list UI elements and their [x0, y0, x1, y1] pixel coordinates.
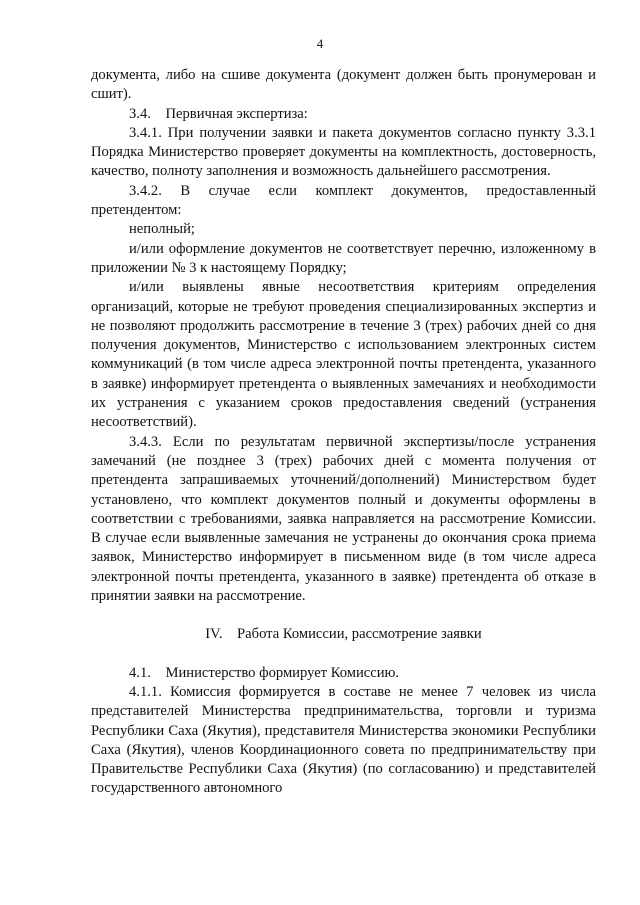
list-item-docs-mismatch: и/или оформление документов не соответствует перечню, изложенному в приложении № 3 к настоящему Порядку;: [91, 240, 596, 276]
clause-3-4: 3.4. Первичная экспертиза:: [129, 105, 308, 122]
clause-4-1-1: 4.1.1. Комиссия формируется в составе не менее 7 человек из числа представителей Министерства предпринимательства, торговли и туризма Республики Саха (Якутия), представителя Министерства экономики Республики Саха (Якутия), членов Координационного совета по предпринимательству при Правительстве Республики Саха (Якутия) (по согласованию) и представителей государственного автономного: [91, 683, 596, 797]
paragraph-continuation: документа, либо на сшиве документа (документ должен быть пронумерован и сшит).: [91, 67, 596, 103]
clause-3-4-1: 3.4.1. При получении заявки и пакета документов согласно пункту 3.3.1 Порядка Министерство проверяет документы на комплектность, достоверность, качество, полноту заполнения и возможность дальнейшего рассмотрения.: [91, 124, 596, 180]
page-number: 4: [316, 36, 324, 51]
clause-3-4-3: 3.4.3. Если по результатам первичной экспертизы/после устранения замечаний (не позднее 3 (трех) рабочих дней с момента получения от претендента запрашиваемых уточнений/дополнений) Министерством будет установлено, что комплект документов полный и документы оформлены в соответствии с требованиями, заявка направляется на рассмотрение Комиссии. В случае если выявленные замечания не устранены до окончания срока приема заявок, Министерство информирует в письменном виде (в том числе адреса электронной почты претендента, указанного в заявке) претендента об отказе в принятии заявки на рассмотрение.: [91, 433, 596, 605]
section-heading-iv: IV. Работа Комиссии, рассмотрение заявки: [205, 626, 482, 643]
document-body: [91, 66, 596, 799]
list-item-criteria-mismatch: и/или выявлены явные несоответствия критериям определения организаций, которые не требуют проведения специализированных экспертиз и не позволяют продолжить рассмотрение в течение 3 (трех) рабочих дней со дня получения документов, Министерство с использованием электронных систем коммуникаций (в том числе адреса электронной почты претендента, указанного в заявке) информирует претендента о выявленных замечаниях и необходимости их устранения с указанием сроков предоставления сведений (устранения несоответствий).: [91, 279, 596, 431]
list-item-incomplete: неполный;: [129, 221, 195, 238]
clause-3-4-2: 3.4.2. В случае если комплект документов, предоставленный претендентом:: [91, 182, 596, 219]
clause-4-1: 4.1. Министерство формирует Комиссию.: [129, 664, 400, 681]
